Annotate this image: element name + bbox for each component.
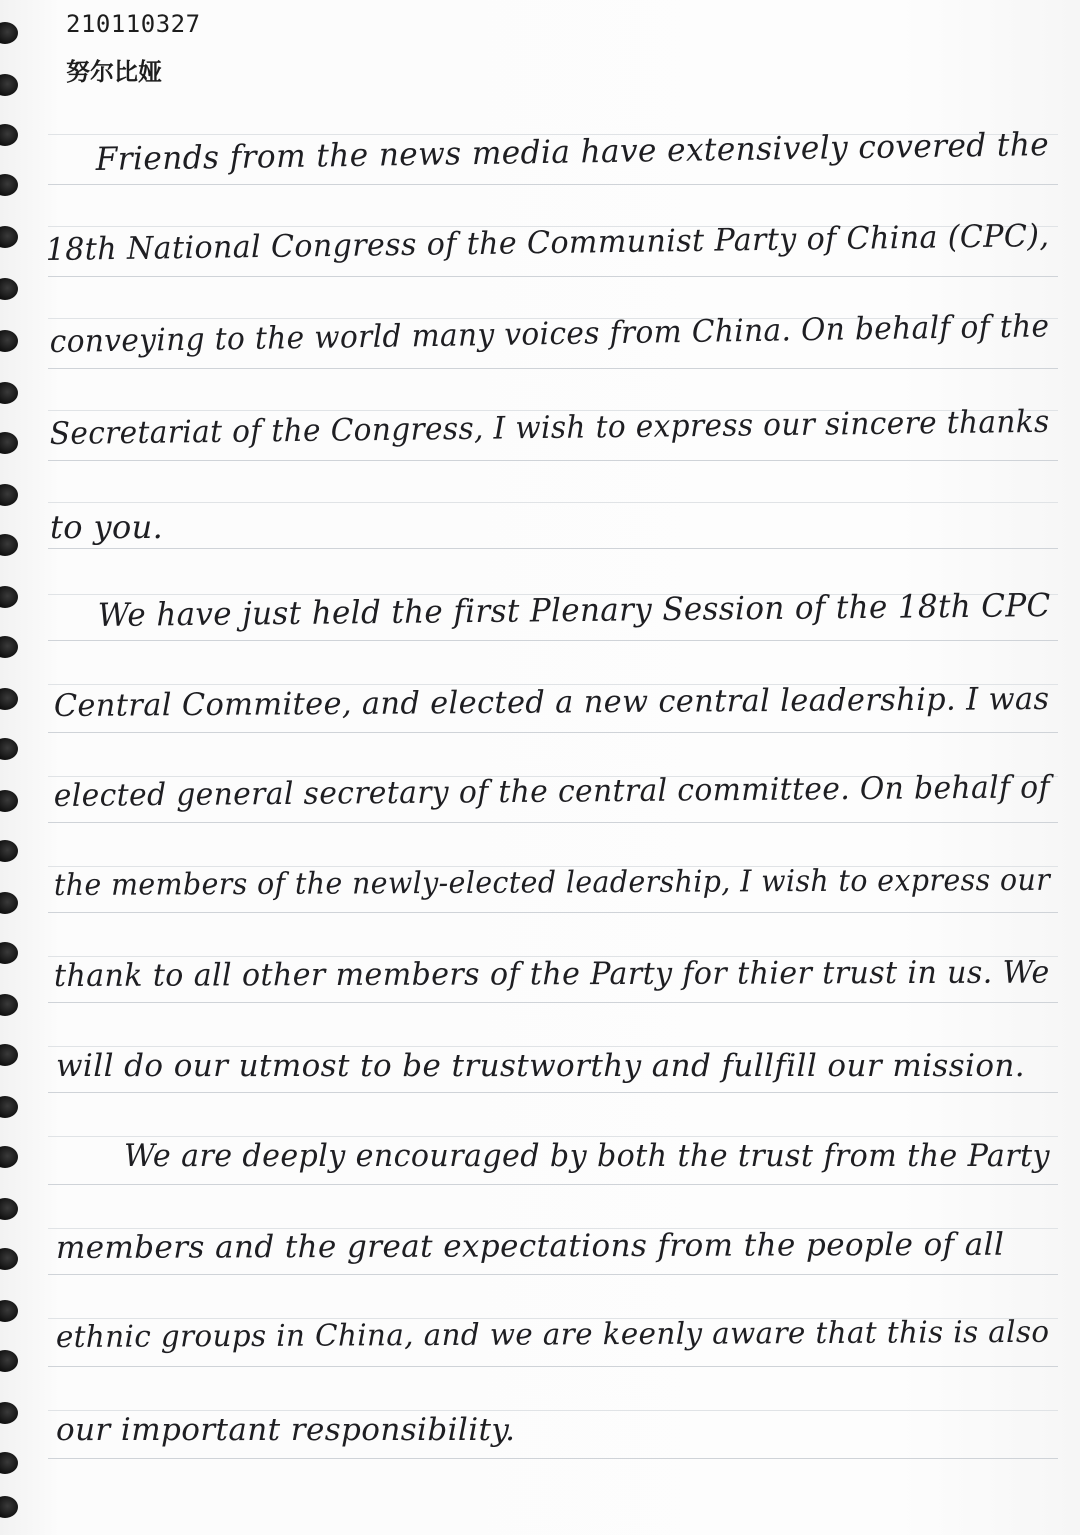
binder-hole [0, 1146, 18, 1168]
ruled-line [48, 368, 1058, 369]
binder-hole [0, 994, 18, 1016]
binder-hole [0, 636, 18, 658]
handwritten-line: will do our utmost to be trustworthy and fullfill our mission. [56, 1048, 1026, 1084]
binder-hole [0, 1096, 18, 1118]
binder-hole [0, 1044, 18, 1066]
binder-hole [0, 382, 18, 404]
handwritten-line: conveying to the world many voices from China. On behalf of the [49, 308, 1050, 360]
binder-hole [0, 1402, 18, 1424]
ruled-line [48, 460, 1058, 461]
binder-hole [0, 942, 18, 964]
guide-line [48, 1046, 1058, 1047]
ruled-line [48, 1002, 1058, 1003]
handwritten-line: members and the great expectations from the people of all [55, 1226, 1005, 1266]
ruled-line [48, 1274, 1058, 1275]
binder-hole [0, 226, 18, 248]
binder-hole [0, 534, 18, 556]
binder-hole [0, 1496, 18, 1518]
binder-hole [0, 74, 18, 96]
ruled-line [48, 1184, 1058, 1185]
ruled-line [48, 732, 1058, 733]
ruled-line [48, 276, 1058, 277]
binder-hole [0, 892, 18, 914]
handwritten-line: ethnic groups in China, and we are keenly aware that this is also [55, 1314, 1050, 1355]
binder-hole [0, 124, 18, 146]
handwritten-line: Secretariat of the Congress, I wish to express our sincere thanks [49, 403, 1050, 452]
guide-line [48, 1410, 1058, 1411]
ruled-line [48, 184, 1058, 185]
student-name: 努尔比娅 [66, 58, 162, 86]
binder-hole [0, 278, 18, 300]
binder-hole [0, 22, 18, 44]
ruled-line [48, 640, 1058, 641]
binder-hole [0, 790, 18, 812]
binder-hole [0, 840, 18, 862]
handwritten-line: We have just held the first Plenary Session of the 18th CPC [97, 586, 1051, 634]
guide-line [48, 1136, 1058, 1137]
handwritten-line: thank to all other members of the Party for thier trust in us. We [53, 954, 1050, 994]
binder-hole [0, 1350, 18, 1372]
ruled-line [48, 1366, 1058, 1367]
binder-hole [0, 432, 18, 454]
binder-hole [0, 330, 18, 352]
handwritten-line: 18th National Congress of the Communist Party of China (CPC), [45, 217, 1050, 268]
ruled-line [48, 822, 1058, 823]
handwritten-line: Central Commitee, and elected a new central leadership. I was [53, 681, 1050, 724]
handwritten-line: Friends from the news media have extensively covered the [95, 125, 1050, 178]
handwritten-line: our important responsibility. [56, 1412, 516, 1448]
binder-hole [0, 586, 18, 608]
binder-hole [0, 1452, 18, 1474]
student-id: 210110327 [66, 10, 201, 38]
binder-hole [0, 174, 18, 196]
handwritten-line: We are deeply encouraged by both the trust from the Party [124, 1138, 1050, 1174]
ruled-line [48, 1092, 1058, 1093]
binder-hole [0, 1300, 18, 1322]
binder-hole [0, 1248, 18, 1270]
handwritten-line: to you. [50, 508, 164, 546]
handwritten-line: elected general secretary of the central committee. On behalf of [53, 769, 1051, 814]
ruled-line [48, 548, 1058, 549]
ruled-line [48, 1458, 1058, 1459]
handwritten-line: the members of the newly-elected leadership, I wish to express our [53, 862, 1051, 903]
binder-hole [0, 738, 18, 760]
binder-hole [0, 1198, 18, 1220]
binder-hole [0, 688, 18, 710]
binder-hole [0, 484, 18, 506]
ruled-line [48, 912, 1058, 913]
guide-line [48, 502, 1058, 503]
